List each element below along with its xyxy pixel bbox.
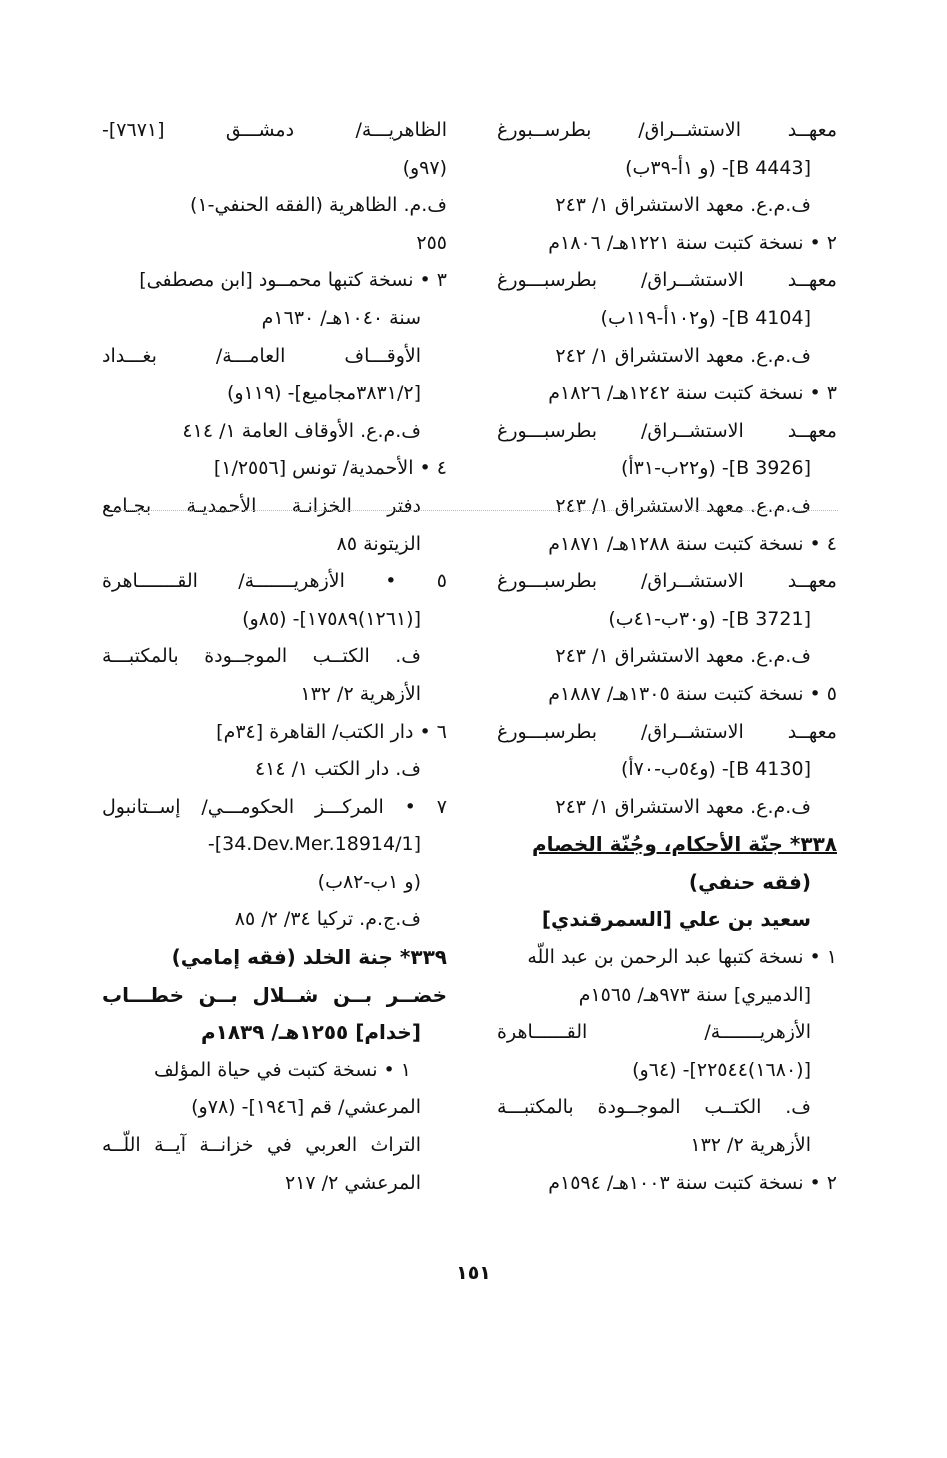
text-line: (فقه حنفي) [688,869,811,894]
text-line: ف.م. الظاهرية (الفقه الحنفي-١) [190,194,447,217]
text-line: -[34.Dev.Mer.18914/1] [207,833,421,856]
text-line: [B 3926]- (و٢٢ب-٣١أ) [620,457,811,480]
right-column [497,112,837,1202]
text-line: ف.م.ع. معهد الاستشراق ١/ ٢٤٢ [555,344,811,367]
text-line: الأزهرية ٢/ ١٣٢ [690,1134,811,1157]
left-column [102,112,447,1202]
text-line: ٤ • نسخة كتبت سنة ١٢٨٨هـ/ ١٨٧١م [548,532,837,555]
text-line: ١ • نسخة كتبها عبد الرحمن بن عبد اللّه [527,946,837,969]
text-line: ف.م.ع. الأوقاف العامة ١/ ٤١٤ [182,419,421,442]
text-line: [B 4104]- (و١٠٢أ-١١٩ب) [600,306,811,329]
text-line: الأزهريـــــــة/ القــــــاهرة [497,1021,811,1044]
text-line: الزيتونة ٨٥ [336,532,421,555]
text-line: ٥ • نسخة كتبت سنة ١٣٠٥هـ/ ١٨٨٧م [548,682,837,705]
text-line: [B 3721]- (و٣٠ب-٤١ب) [608,607,811,630]
text-line: معهــد الاستشــراق/ بطرسبـــورغ [497,720,837,743]
text-line: سعيد بن علي [السمرقندي] [541,907,811,932]
text-line: [B 4443]- (و ١أ-٣٩ب) [625,156,811,179]
text-line: [(١٦٨٠)٢٢٥٤٤]- (٦٤و) [632,1058,811,1081]
text-line: ٤ • الأحمدية/ تونس [١/٢٥٥٦] [213,457,447,480]
text-line: [٣٨٣١/٢مجاميع]- (١١٩و) [226,382,421,405]
text-line: ٢ • نسخة كتبت سنة ١٠٠٣هـ/ ١٥٩٤م [548,1171,837,1194]
text-line: ٦ • دار الكتب/ القاهرة [٣٤م] [216,720,447,743]
text-line: الأوقـــاف العامـــة/ بغـــداد [102,344,421,367]
dotted-divider [112,510,838,511]
text-line: [خدام] ١٢٥٥هـ/ ١٨٣٩م [200,1020,421,1045]
text-line: المرعشي ٢/ ٢١٧ [285,1171,421,1194]
text-line: ف.م.ع. معهد الاستشراق ١/ ٢٤٣ [555,645,811,668]
text-line: ف. الكتــب الموجــودة بالمكتبـــة [497,1096,811,1119]
text-line: ف.ج.م. تركيا ٣٤/ ٢/ ٨٥ [234,908,421,931]
text-line: ف.م.ع. معهد الاستشراق ١/ ٢٤٣ [555,795,811,818]
text-line: معهــد الاستشــراق/ بطرسبـــورغ [497,269,837,292]
text-line: معهــد الاستشــراق/ بطرسبـــورغ [497,419,837,442]
text-line: ف.م.ع. معهد الاستشراق ١/ ٢٤٣ [555,494,811,517]
text-line: ف. دار الكتب ١/ ٤١٤ [254,758,421,781]
text-line: (و ١ب-٨٢ب) [317,870,421,893]
text-line: ف. الكتــب الموجــودة بالمكتبـــة [102,645,421,668]
text-line: [الدميري] سنة ٩٧٣هـ/ ١٥٦٥م [578,983,811,1006]
text-line: سنة ١٠٤٠هـ/ ١٦٣٠م [261,306,421,329]
text-line: ٣٣٩* جنة الخلد (فقه إمامي) [171,945,447,970]
text-line: الظاهريـــة/ دمشـــق [٧٦٧١]- [102,119,447,141]
text-line: ٥ • الأزهريـــــــة/ القـــــــاهرة [102,570,447,593]
text-line: ٧ • المركـــز الحكومـــي/ إســتانبول [102,795,447,818]
text-line: المرعشي/ قم [١٩٤٦]- (٧٨و) [191,1096,421,1119]
text-line: (٩٧و) [402,156,447,179]
text-line: [(١٢٦١)١٧٥٨٩]- (٨٥و) [242,607,421,630]
text-line: خضــر بــن شــلال بــن خطـــاب [102,982,447,1007]
text-line: ٣٣٨* جنّة الأحكام، وجُنّة الخصام [532,832,837,857]
text-line: ف.م.ع. معهد الاستشراق ١/ ٢٤٣ [555,194,811,217]
text-line: الأزهرية ٢/ ١٣٢ [300,682,421,705]
text-line: التراث العربي في خزانــة آيــة اللّــه [102,1134,421,1157]
page-number: ١٥١ [456,1262,491,1284]
text-line: ٣ • نسخة كتبها محمــود [ابن مصطفى] [139,269,447,292]
text-line: ١ • نسخة كتبت في حياة المؤلف [154,1058,411,1081]
text-line: [B 4130]- (و٥٤ب-٧٠أ) [620,758,811,781]
text-line: ٢ • نسخة كتبت سنة ١٢٢١هـ/ ١٨٠٦م [548,231,837,254]
text-line: ٢٥٥ [416,231,447,254]
text-line: معهــد الاستشــراق/ بطرسبـــورغ [497,570,837,593]
text-line: معهــد الاستشــراق/ بطرســبورغ [497,119,837,141]
text-line: ٣ • نسخة كتبت سنة ١٢٤٢هـ/ ١٨٢٦م [548,382,837,405]
text-line: دفتر الخزانـة الأحمديـة بجـامع [102,494,421,517]
